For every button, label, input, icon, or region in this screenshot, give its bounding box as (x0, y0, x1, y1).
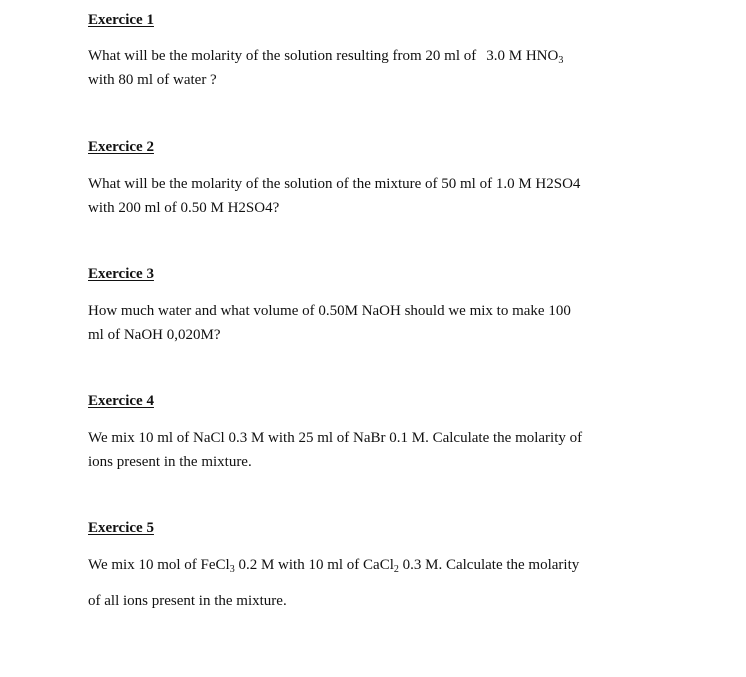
exercise-5-title: Exercice 5 (88, 520, 154, 536)
exercise-1-text (88, 44, 688, 92)
exercise-5-line1-sub1: 3 (229, 564, 235, 575)
exercise-5-line1-sub2: 2 (393, 564, 399, 575)
exercise-3 (88, 265, 688, 347)
exercise-1-title: Exercice 1 (88, 12, 154, 28)
exercise-5-line1-b: 0.2 M with 10 ml of CaCl (234, 557, 394, 573)
exercise-1 (88, 11, 688, 92)
exercise-2-title: Exercice 2 (88, 139, 154, 155)
exercise-2-text (88, 172, 688, 220)
exercise-1-line1-a: What will be the molarity of the solution resulting from 20 ml of (88, 48, 477, 64)
exercise-4-line2: ions present in the mixture. (88, 454, 252, 470)
exercise-5-line1-c: 0.3 M. Calculate the molarity (398, 557, 580, 573)
exercise-3-line2: ml of NaOH 0,020M? (88, 327, 221, 343)
exercise-4 (88, 392, 688, 474)
exercise-1-line2: with 80 ml of water ? (88, 72, 217, 88)
exercise-2-line1: What will be the molarity of the solution of the mixture of 50 ml of 1.0 M H2SO4 (88, 176, 581, 192)
exercise-5-line2: of all ions present in the mixture. (88, 593, 287, 609)
exercise-4-text (88, 426, 688, 474)
exercise-5-line1-a: We mix 10 mol of FeCl (88, 557, 230, 573)
exercise-2-line2: with 200 ml of 0.50 M H2SO4? (88, 200, 280, 216)
exercise-1-line1-sub: 3 (558, 55, 564, 66)
exercise-4-line1: We mix 10 ml of NaCl 0.3 M with 25 ml of NaBr 0.1 M. Calculate the molarity of (88, 430, 583, 446)
exercise-3-line1: How much water and what volume of 0.50M NaOH should we mix to make 100 (88, 303, 571, 319)
exercise-5-text (88, 547, 688, 619)
exercise-3-text (88, 299, 688, 347)
exercise-1-line1-b: 3.0 M HNO (486, 48, 559, 64)
exercise-3-title: Exercice 3 (88, 266, 154, 282)
exercise-4-title: Exercice 4 (88, 393, 154, 409)
exercise-5 (88, 519, 688, 619)
exercise-2 (88, 138, 688, 220)
